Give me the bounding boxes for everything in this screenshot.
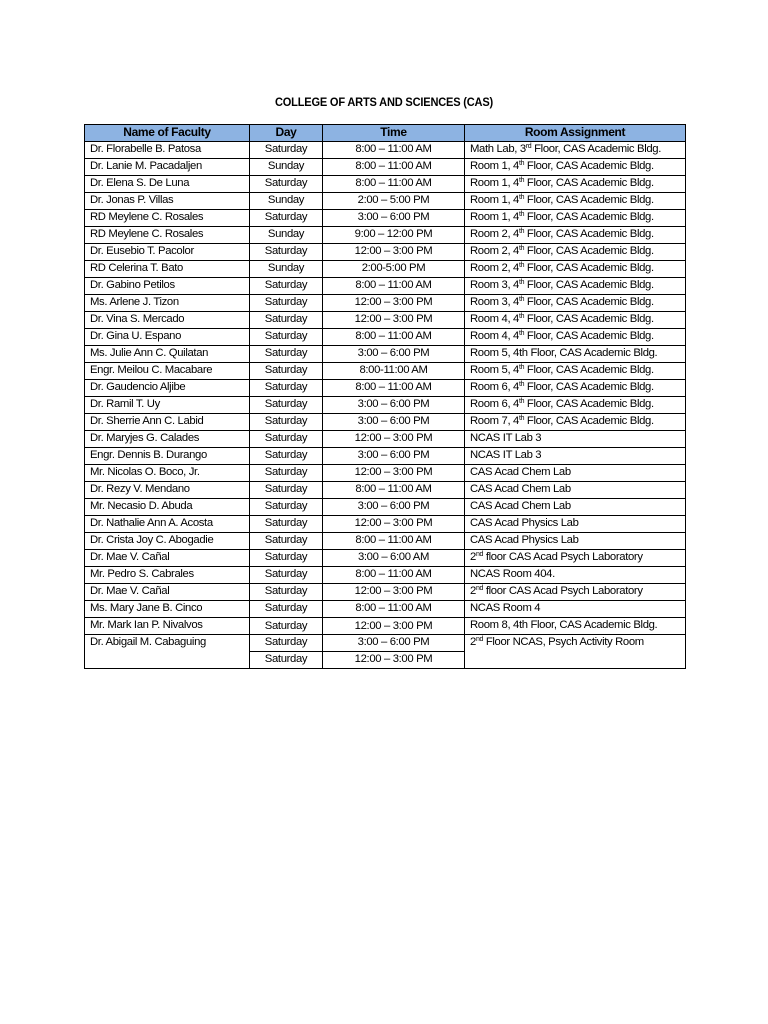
day-cell: Sunday [250,159,323,176]
day-cell: Saturday [250,329,323,346]
room-ordinal-suffix: nd [475,585,484,592]
faculty-name-cell: Dr. Ramil T. Uy [85,397,250,414]
day-cell: Saturday [250,278,323,295]
day-cell: Saturday [250,176,323,193]
faculty-name-cell: Engr. Dennis B. Durango [85,448,250,465]
room-cell [465,482,686,499]
room-cell [465,346,686,363]
room-text-pre: Room 4, 4 [470,330,519,342]
time-cell: 2:00 – 5:00 PM [323,193,465,210]
table-row [85,244,686,261]
room-text-post: Floor, CAS Academic Bldg. [531,143,662,155]
room-text-post: Floor, CAS Academic Bldg. [524,279,654,291]
room-text-post: Floor, CAS Academic Bldg. [524,313,654,325]
room-text-post: floor CAS Acad Psych Laboratory [483,551,643,563]
day-cell: Saturday [250,210,323,227]
room-text-pre: Room 5, 4 [470,364,519,376]
room-cell [465,465,686,482]
table-body [85,142,686,669]
table-row [85,142,686,159]
room-ordinal-suffix: th [518,364,525,371]
day-cell: Saturday [250,244,323,261]
room-cell [465,584,686,601]
table-header-row [85,125,686,142]
faculty-name-cell: Dr. Maryjes G. Calades [85,431,250,448]
table-row [85,550,686,567]
table-row [85,584,686,601]
time-cell: 8:00 – 11:00 AM [323,159,465,176]
room-text-pre: Room 4, 4 [470,313,519,325]
room-text-post: floor CAS Acad Psych Laboratory [483,585,643,597]
room-cell [465,431,686,448]
faculty-name-cell: Mr. Necasio D. Abuda [85,499,250,516]
room-text-pre: Room 1, 4 [470,194,519,206]
table-row [85,159,686,176]
faculty-name-cell: Dr. Gabino Petilos [85,278,250,295]
room-text-pre: CAS Acad Chem Lab [470,500,571,512]
time-cell: 3:00 – 6:00 PM [323,397,465,414]
room-text-pre: Room 5, 4th Floor, CAS Academic Bldg. [470,347,658,359]
room-cell [465,448,686,465]
room-cell [465,142,686,159]
header-name-of-faculty: Name of Faculty [85,125,250,142]
faculty-name-cell: Ms. Mary Jane B. Cinco [85,601,250,618]
faculty-name-cell: Ms. Julie Ann C. Quilatan [85,346,250,363]
room-text-pre: Math Lab, 3 [470,143,526,155]
day-cell: Saturday [250,346,323,363]
header-room-assignment: Room Assignment [465,125,686,142]
room-text-pre: 2 [470,585,476,597]
room-cell [465,397,686,414]
room-text-post: Floor NCAS, Psych Activity Room [483,636,644,648]
table-row [85,397,686,414]
room-cell [465,193,686,210]
time-cell: 2:00-5:00 PM [323,261,465,278]
time-cell: 8:00 – 11:00 AM [323,567,465,584]
room-cell [465,533,686,550]
room-ordinal-suffix: th [518,381,525,388]
room-cell [465,550,686,567]
room-ordinal-suffix: th [518,211,525,218]
day-cell: Saturday [250,567,323,584]
table-row [85,312,686,329]
day-cell: Saturday [250,312,323,329]
day-cell: Saturday [250,397,323,414]
time-cell: 3:00 – 6:00 PM [323,635,465,652]
faculty-name-cell: Dr. Nathalie Ann A. Acosta [85,516,250,533]
room-text-post: Floor, CAS Academic Bldg. [524,177,654,189]
room-text-pre: Room 2, 4 [470,245,519,257]
time-cell: 12:00 – 3:00 PM [323,618,465,635]
table-row [85,499,686,516]
table-row [85,346,686,363]
room-ordinal-suffix: rd [525,143,532,150]
faculty-name-cell: Mr. Mark Ian P. Nivalvos [85,618,250,635]
faculty-name-cell: RD Celerina T. Bato [85,261,250,278]
day-cell: Saturday [250,363,323,380]
room-text-post: Floor, CAS Academic Bldg. [524,211,654,223]
day-cell: Sunday [250,261,323,278]
room-cell [465,176,686,193]
faculty-name-cell: Engr. Meilou C. Macabare [85,363,250,380]
day-cell: Saturday [250,533,323,550]
time-cell: 12:00 – 3:00 PM [323,584,465,601]
time-cell: 8:00 – 11:00 AM [323,601,465,618]
header-time: Time [323,125,465,142]
day-cell: Saturday [250,550,323,567]
room-cell [465,278,686,295]
room-text-pre: 2 [470,551,476,563]
time-cell: 9:00 – 12:00 PM [323,227,465,244]
day-cell: Saturday [250,142,323,159]
room-ordinal-suffix: th [518,228,525,235]
table-row [85,193,686,210]
room-text-pre: Room 1, 4 [470,177,519,189]
day-cell: Saturday [250,465,323,482]
faculty-name-cell: RD Meylene C. Rosales [85,210,250,227]
time-cell: 3:00 – 6:00 PM [323,210,465,227]
faculty-name-cell: Dr. Crista Joy C. Abogadie [85,533,250,550]
time-cell: 12:00 – 3:00 PM [323,431,465,448]
faculty-name-cell: Dr. Florabelle B. Patosa [85,142,250,159]
faculty-name-cell: Dr. Mae V. Cañal [85,584,250,601]
room-ordinal-suffix: th [518,296,525,303]
room-text-pre: CAS Acad Physics Lab [470,517,579,529]
table-row [85,380,686,397]
faculty-name-cell: Dr. Gina U. Espano [85,329,250,346]
faculty-name-cell: Dr. Elena S. De Luna [85,176,250,193]
time-cell: 12:00 – 3:00 PM [323,516,465,533]
room-cell [465,329,686,346]
room-text-pre: 2 [470,636,476,648]
room-cell [465,635,686,669]
room-text-pre: Room 6, 4 [470,381,519,393]
table-row [85,601,686,618]
table-row [85,295,686,312]
room-text-post: Floor, CAS Academic Bldg. [524,228,654,240]
faculty-name-cell: Dr. Sherrie Ann C. Labid [85,414,250,431]
room-text-post: Floor, CAS Academic Bldg. [524,296,654,308]
day-cell: Saturday [250,295,323,312]
time-cell: 12:00 – 3:00 PM [323,652,465,669]
room-ordinal-suffix: nd [475,636,484,643]
day-cell: Saturday [250,482,323,499]
room-text-pre: Room 6, 4 [470,398,519,410]
time-cell: 3:00 – 6:00 PM [323,346,465,363]
room-text-pre: Room 1, 4 [470,211,519,223]
table-row [85,261,686,278]
room-text-post: Floor, CAS Academic Bldg. [524,245,654,257]
table-row [85,567,686,584]
room-cell [465,601,686,618]
time-cell: 12:00 – 3:00 PM [323,465,465,482]
room-cell: Room 8, 4th Floor, CAS Academic Bldg. [465,618,686,635]
faculty-name-cell: Dr. Rezy V. Mendano [85,482,250,499]
room-text-post: Floor, CAS Academic Bldg. [524,160,654,172]
day-cell: Sunday [250,227,323,244]
faculty-name-cell: Dr. Vina S. Mercado [85,312,250,329]
room-text-post: Floor, CAS Academic Bldg. [524,262,654,274]
room-ordinal-suffix: nd [475,551,484,558]
time-cell: 12:00 – 3:00 PM [323,312,465,329]
room-text-post: Floor, CAS Academic Bldg. [524,415,654,427]
time-cell: 8:00-11:00 AM [323,363,465,380]
day-cell: Saturday [250,380,323,397]
room-text-post: Floor, CAS Academic Bldg. [524,381,654,393]
room-text-pre: Room 3, 4 [470,279,519,291]
faculty-name-cell: Dr. Jonas P. Villas [85,193,250,210]
room-text-pre: Room 1, 4 [470,160,519,172]
table-row [85,278,686,295]
room-text-pre: CAS Acad Physics Lab [470,534,579,546]
room-text-pre: NCAS IT Lab 3 [470,449,542,461]
day-cell: Saturday [250,499,323,516]
page-title: COLLEGE OF ARTS AND SCIENCES (CAS) [274,95,494,109]
time-cell: 8:00 – 11:00 AM [323,329,465,346]
table-row [85,448,686,465]
faculty-name-cell: RD Meylene C. Rosales [85,227,250,244]
room-ordinal-suffix: th [518,160,525,167]
table-row [85,516,686,533]
table-row [85,533,686,550]
faculty-name-cell: Mr. Pedro S. Cabrales [85,567,250,584]
room-cell [465,210,686,227]
room-text-pre: CAS Acad Chem Lab [470,466,571,478]
day-cell: Saturday [250,414,323,431]
room-ordinal-suffix: th [518,398,525,405]
time-cell: 3:00 – 6:00 AM [323,550,465,567]
table-row [85,414,686,431]
room-ordinal-suffix: th [518,245,525,252]
day-cell: Saturday [250,448,323,465]
room-text-pre: Room 2, 4 [470,262,519,274]
room-text-post: Floor, CAS Academic Bldg. [524,330,654,342]
room-text-pre: NCAS Room 404. [470,568,555,580]
time-cell: 8:00 – 11:00 AM [323,380,465,397]
day-cell: Saturday [250,601,323,618]
room-ordinal-suffix: th [518,177,525,184]
room-cell [465,363,686,380]
faculty-name-cell: Ms. Arlene J. Tizon [85,295,250,312]
room-ordinal-suffix: th [518,415,525,422]
room-ordinal-suffix: th [518,194,525,201]
room-text-pre: NCAS Room 4 [470,602,541,614]
time-cell: 8:00 – 11:00 AM [323,482,465,499]
time-cell: 8:00 – 11:00 AM [323,278,465,295]
room-cell [465,227,686,244]
room-text-pre: Room 2, 4 [470,228,519,240]
header-day: Day [250,125,323,142]
room-cell [465,567,686,584]
table-row [85,176,686,193]
day-cell: Saturday [250,618,323,635]
room-text-post: Floor, CAS Academic Bldg. [524,364,654,376]
room-cell [465,159,686,176]
time-cell: 3:00 – 6:00 PM [323,414,465,431]
time-cell: 12:00 – 3:00 PM [323,244,465,261]
day-cell: Saturday [250,584,323,601]
table-row-tall [85,618,686,635]
room-ordinal-suffix: th [518,313,525,320]
faculty-name-cell: Mr. Nicolas O. Boco, Jr. [85,465,250,482]
time-cell: 3:00 – 6:00 PM [323,499,465,516]
room-cell [465,295,686,312]
day-cell: Saturday [250,635,323,652]
day-cell: Saturday [250,516,323,533]
table-row [85,210,686,227]
room-text-post: Floor, CAS Academic Bldg. [524,398,654,410]
room-cell [465,499,686,516]
faculty-schedule-table [84,124,686,669]
time-cell: 8:00 – 11:00 AM [323,533,465,550]
time-cell: 12:00 – 3:00 PM [323,295,465,312]
room-cell [465,261,686,278]
table-row-group-first [85,635,686,652]
room-text-pre: Room 3, 4 [470,296,519,308]
room-text-post: Floor, CAS Academic Bldg. [524,194,654,206]
room-ordinal-suffix: th [518,330,525,337]
day-cell: Sunday [250,193,323,210]
faculty-name-cell: Dr. Gaudencio Aljibe [85,380,250,397]
time-cell: 3:00 – 6:00 PM [323,448,465,465]
room-ordinal-suffix: th [518,262,525,269]
room-cell [465,244,686,261]
room-ordinal-suffix: th [518,279,525,286]
faculty-name-cell: Dr. Abigail M. Cabaguing [85,635,250,669]
room-text-pre: CAS Acad Chem Lab [470,483,571,495]
room-cell [465,414,686,431]
room-text-pre: NCAS IT Lab 3 [470,432,542,444]
table-row [85,465,686,482]
table-row [85,431,686,448]
room-cell [465,312,686,329]
room-cell [465,516,686,533]
time-cell: 8:00 – 11:00 AM [323,176,465,193]
table-row [85,363,686,380]
table-row [85,227,686,244]
day-cell: Saturday [250,431,323,448]
faculty-name-cell: Dr. Lanie M. Pacadaljen [85,159,250,176]
day-cell: Saturday [250,652,323,669]
room-cell [465,380,686,397]
table-row [85,482,686,499]
faculty-name-cell: Dr. Mae V. Cañal [85,550,250,567]
time-cell: 8:00 – 11:00 AM [323,142,465,159]
faculty-name-cell: Dr. Eusebio T. Pacolor [85,244,250,261]
table-row [85,329,686,346]
room-text-pre: Room 7, 4 [470,415,519,427]
